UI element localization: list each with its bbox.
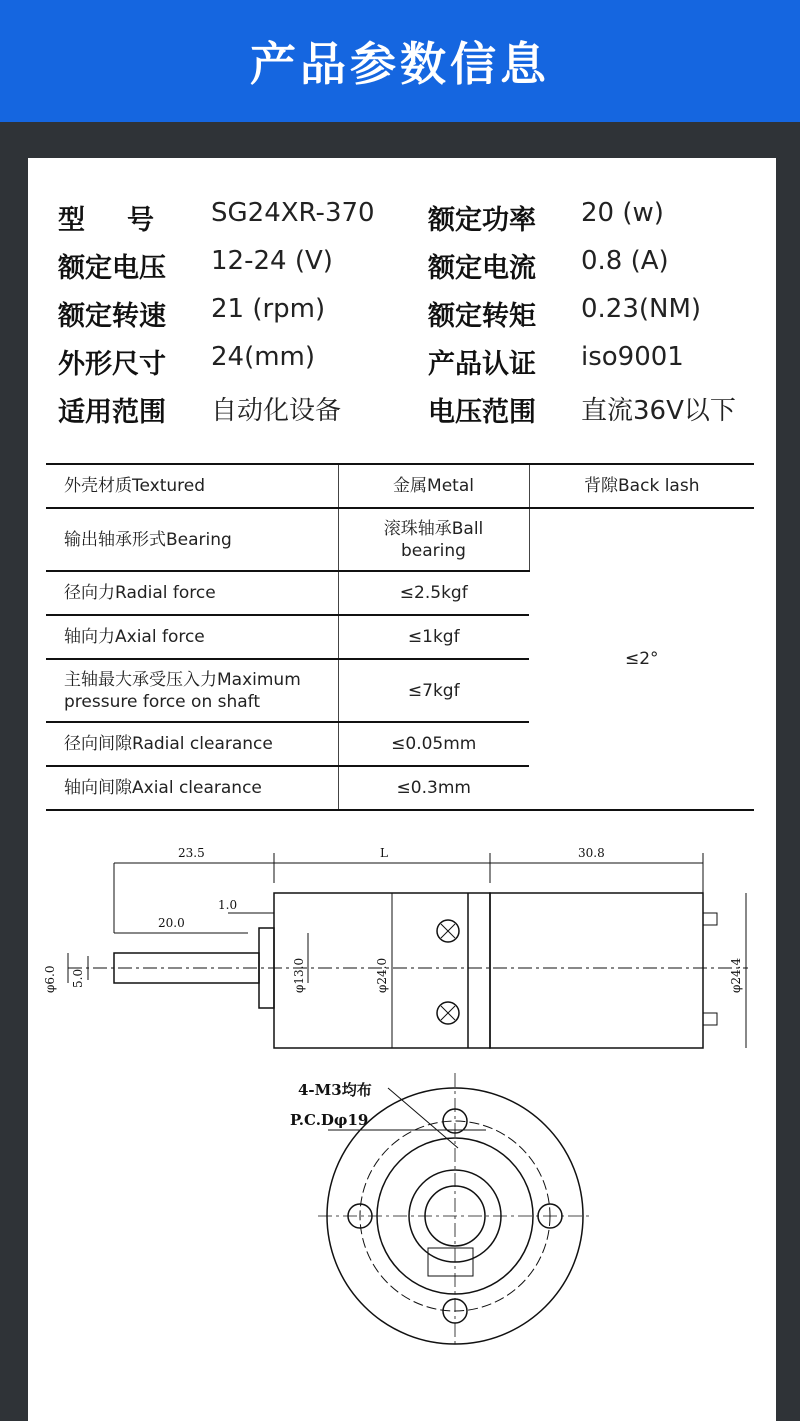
table-header-cell: 外壳材质Textured: [46, 464, 338, 508]
table-cell-name: 径向力Radial force: [46, 571, 338, 615]
dim-label: 1.0: [218, 898, 238, 912]
top-dimensions: [114, 846, 703, 933]
page-title: 产品参数信息: [250, 37, 550, 91]
spec-row: [58, 342, 758, 382]
table-header-row: [46, 464, 754, 508]
table-cell-value: ≤0.05mm: [338, 722, 529, 766]
dim-label: φ6.0: [43, 965, 57, 993]
side-view: [43, 893, 748, 1048]
spec-label: 产品认证: [428, 349, 536, 380]
table-cell-value: ≤1kgf: [338, 615, 529, 659]
dim-label: 5.0: [71, 968, 85, 988]
spec-value: 24(mm): [211, 342, 316, 372]
spec-value: 0.23(NM): [581, 294, 702, 324]
dim-label: φ24.0: [375, 957, 389, 993]
page-header: [0, 0, 800, 122]
spec-value: 自动化设备: [211, 396, 342, 426]
spec-label: 额定转速: [58, 301, 166, 332]
spec-value: SG24XR-370: [211, 198, 375, 228]
spec-value: 21 (rpm): [211, 294, 326, 324]
dim-label: L: [380, 846, 388, 860]
spec-value: 0.8 (A): [581, 246, 669, 276]
spec-label: 适用范围: [58, 397, 166, 428]
table-cell-name: 输出轴承形式Bearing: [46, 508, 338, 571]
table-header-cell: 背隙Back lash: [529, 464, 754, 508]
product-card: [28, 158, 776, 1421]
spec-value: 直流36V以下: [581, 396, 736, 426]
technical-drawing: [28, 823, 776, 1421]
spec-value: 20 (w): [581, 198, 664, 228]
table-cell-name: 径向间隙Radial clearance: [46, 722, 338, 766]
spec-value: iso9001: [581, 342, 684, 372]
note-label: P.C.Dφ19: [290, 1111, 369, 1129]
spec-label: 额定功率: [428, 205, 536, 236]
spec-row: [58, 294, 758, 334]
spec-label: 电压范围: [428, 397, 536, 428]
backlash-cell: ≤2°: [529, 508, 754, 810]
spec-label: 额定电流: [428, 253, 536, 284]
table-cell-name: 主轴最大承受压入力Maximum pressure force on shaft: [46, 659, 338, 722]
table-cell-value: 滚珠轴承Ball bearing: [338, 508, 529, 571]
spec-label: 额定电压: [58, 253, 166, 284]
spec-label: 型号: [58, 205, 196, 236]
table-cell-value: ≤2.5kgf: [338, 571, 529, 615]
table-cell-value: ≤7kgf: [338, 659, 529, 722]
table-cell-value: ≤0.3mm: [338, 766, 529, 810]
spec-row: [58, 246, 758, 286]
front-view: [290, 1073, 593, 1348]
spec-row: [58, 198, 758, 238]
spec-row: [58, 390, 758, 430]
table-cell-name: 轴向力Axial force: [46, 615, 338, 659]
dim-label: 20.0: [158, 916, 185, 930]
table-cell-name: 轴向间隙Axial clearance: [46, 766, 338, 810]
dim-label: 30.8: [578, 846, 605, 860]
note-label: 4-M3均布: [298, 1081, 372, 1099]
dim-label: φ24.4: [729, 957, 743, 993]
spec-label: 外形尺寸: [58, 349, 166, 380]
params-table: [46, 463, 754, 811]
dim-label: 23.5: [178, 846, 205, 860]
dim-label: φ13.0: [292, 957, 306, 993]
spec-value: 12-24 (V): [211, 246, 333, 276]
table-header-cell: 金属Metal: [338, 464, 529, 508]
table-row: [46, 508, 754, 571]
spec-label: 额定转矩: [428, 301, 536, 332]
